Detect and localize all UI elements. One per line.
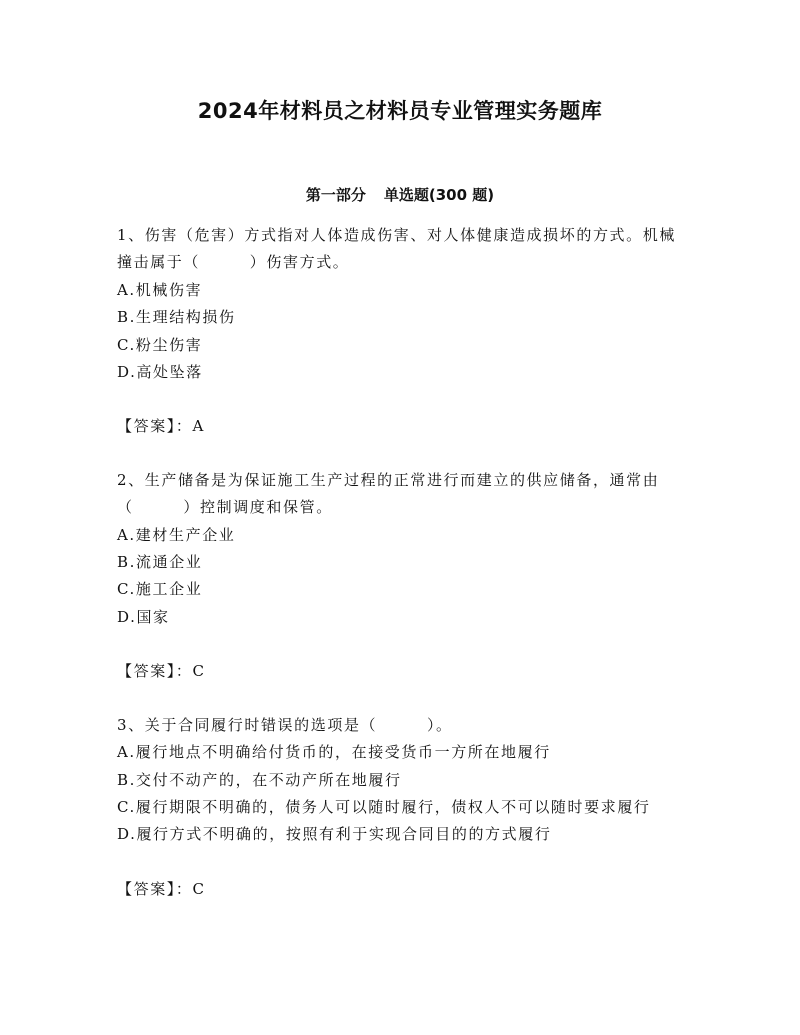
option-b: B.生理结构损伤 xyxy=(117,308,236,327)
question-3 xyxy=(117,712,683,903)
option-a: A.履行地点不明确给付货币的，在接受货币一方所在地履行 xyxy=(117,743,551,762)
option-a: A.机械伤害 xyxy=(117,280,203,299)
option-b: B.流通企业 xyxy=(117,553,203,572)
option-c: C.粉尘伤害 xyxy=(117,335,203,354)
section-name: 单选题(300 题) xyxy=(383,186,495,204)
question-stem: 2、生产储备是为保证施工生产过程的正常进行而建立的供应储备，通常由（ ）控制调度和保管。 xyxy=(117,470,660,517)
option-c: C.施工企业 xyxy=(117,580,203,599)
answer-label: 【答案】： xyxy=(117,417,193,436)
answer-label: 【答案】： xyxy=(117,662,193,681)
answer-value: A xyxy=(192,417,205,436)
option-list xyxy=(117,277,683,387)
answer-value: C xyxy=(192,662,206,681)
question-stem: 1、伤害（危害）方式指对人体造成伤害、对人体健康造成损坏的方式。机械撞击属于（ ）伤害方式。 xyxy=(117,226,676,272)
answer-label: 【答案】： xyxy=(117,879,193,898)
option-d: D.履行方式不明确的，按照有利于实现合同目的的方式履行 xyxy=(117,825,552,844)
option-d: D.高处坠落 xyxy=(117,363,203,382)
option-list xyxy=(117,522,683,632)
document-title: 2024年材料员之材料员专业管理实务题库 xyxy=(197,99,603,123)
question-list xyxy=(117,222,683,929)
answer-line xyxy=(117,658,683,685)
answer-line xyxy=(117,413,683,440)
option-a: A.建材生产企业 xyxy=(117,525,236,544)
question-2 xyxy=(117,467,683,686)
option-list xyxy=(117,739,683,849)
question-1 xyxy=(117,222,683,441)
answer-value: C xyxy=(192,879,206,898)
answer-line xyxy=(117,876,683,903)
section-part: 第一部分 xyxy=(305,186,366,204)
question-stem: 3、关于合同履行时错误的选项是（ ）。 xyxy=(117,715,453,734)
section-heading xyxy=(0,183,800,207)
option-c: C.履行期限不明确的，债务人可以随时履行，债权人不可以随时要求履行 xyxy=(117,797,651,816)
option-b: B.交付不动产的，在不动产所在地履行 xyxy=(117,770,402,789)
option-d: D.国家 xyxy=(117,607,170,626)
